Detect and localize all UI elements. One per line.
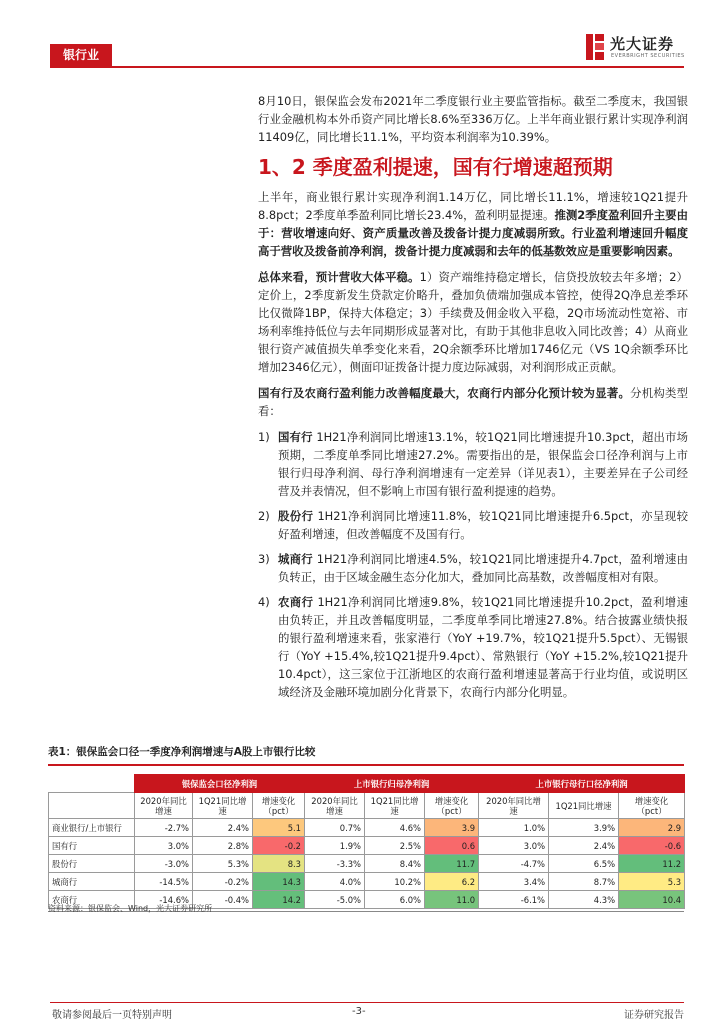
change-cell: 8.3 bbox=[253, 855, 305, 873]
logo-english: EVERBRIGHT SECURITIES bbox=[611, 53, 685, 59]
change-cell: 11.7 bbox=[425, 855, 479, 873]
table-cell: -5.0% bbox=[305, 891, 365, 909]
column-header: 2020年同比增速 bbox=[135, 793, 193, 819]
table-source: 资料来源：银保监会、Wind，光大证券研究所 bbox=[48, 904, 213, 913]
table-cell: 5.3% bbox=[193, 855, 253, 873]
table-row bbox=[49, 837, 685, 855]
table-cell: 0.7% bbox=[305, 819, 365, 837]
paragraph-revenue bbox=[258, 268, 688, 376]
list-item-label: 国有行 bbox=[278, 430, 313, 444]
list-item-label: 农商行 bbox=[278, 595, 314, 609]
table-row bbox=[49, 855, 685, 873]
change-cell: 11.2 bbox=[619, 855, 685, 873]
page-footer bbox=[0, 988, 724, 1024]
page-header bbox=[0, 0, 724, 72]
table-cell: 1.9% bbox=[305, 837, 365, 855]
report-type: 证券研究报告 bbox=[624, 1010, 684, 1021]
table-cell: 8.4% bbox=[365, 855, 425, 873]
list-item-text: 1H21净利润同比增速13.1%，较1Q21同比增速提升10.3pct，超出市场预期，二季度单季同比增速27.2%。需要指出的是，银保监会口径净利润与上市银行归母净利润、母行净利润增速有一定差异（详见表1），主要差异在子公司经营及并表情况，但不影响上市国有银行盈利提速的趋势。 bbox=[278, 430, 688, 498]
table-cell: 4.6% bbox=[365, 819, 425, 837]
change-cell: 0.6 bbox=[425, 837, 479, 855]
row-label: 城商行 bbox=[49, 873, 135, 891]
change-cell: 3.9 bbox=[425, 819, 479, 837]
sector-tag: 银行业 bbox=[50, 44, 112, 66]
change-cell: 14.2 bbox=[253, 891, 305, 909]
table-row bbox=[49, 819, 685, 837]
column-header: 增速变化（pct） bbox=[425, 793, 479, 819]
column-header: 2020年同比增速 bbox=[479, 793, 549, 819]
table-cell: -14.6% bbox=[135, 891, 193, 909]
paragraph-institutions-emphasis: 国有行及农商行盈利能力改善幅度最大，农商行内部分化预计较为显著。 bbox=[258, 386, 631, 400]
table-corner bbox=[49, 775, 135, 793]
group-header: 银保监会口径净利润 bbox=[135, 775, 305, 793]
page-number: -3- bbox=[352, 1006, 366, 1017]
list-item-text: 1H21净利润同比增速4.5%，较1Q21同比增速提升4.7pct，盈利增速由负转正，由于区域金融生态分化加大，叠加同比高基数，改善幅度相对有限。 bbox=[278, 552, 688, 584]
table-cell: 3.4% bbox=[479, 873, 549, 891]
table-cell: 8.7% bbox=[549, 873, 619, 891]
list-item bbox=[258, 550, 688, 586]
change-cell: 14.3 bbox=[253, 873, 305, 891]
table-cell: -6.1% bbox=[479, 891, 549, 909]
table-cell: -2.7% bbox=[135, 819, 193, 837]
table-group-header bbox=[49, 775, 685, 793]
logo-name: 光大证券 bbox=[610, 35, 675, 53]
change-cell: 10.4 bbox=[619, 891, 685, 909]
table-cell: 6.0% bbox=[365, 891, 425, 909]
change-cell: 5.1 bbox=[253, 819, 305, 837]
list-item bbox=[258, 428, 688, 500]
table-cell: 2.4% bbox=[193, 819, 253, 837]
change-cell: 5.3 bbox=[619, 873, 685, 891]
table-cell: -0.4% bbox=[193, 891, 253, 909]
column-header: 2020年同比增速 bbox=[305, 793, 365, 819]
table-title: 表1：银保监会口径一季度净利润增速与A股上市银行比较 bbox=[48, 746, 316, 758]
paragraph-profit-emphasis: 推测2季度盈利回升主要由于：营收增速向好、资产质量改善及拨备计提力度减弱所致。行业盈利增速回升幅度高于营收及拨备前净利润，拨备计提力度减弱和去年的低基数效应是重要影响因素。 bbox=[258, 208, 688, 258]
table-cell: 3.0% bbox=[479, 837, 549, 855]
table-cell: 3.0% bbox=[135, 837, 193, 855]
table-cell: 1.0% bbox=[479, 819, 549, 837]
table-body bbox=[49, 819, 685, 909]
paragraph-institutions-text: 分机构类型看： bbox=[258, 386, 688, 418]
paragraph-revenue-text: 1）资产端维持稳定增长，信贷投放较去年多增；2）定价上，2季度新发生贷款定价略升，叠加负债端加强成本管控，使得2Q净息差季环比仅微降1BP，保持大体稳定；3）手续费及佣金收入平稳，2Q市场流动性宽裕、市场利率维持低位与去年同期形成显著对比，有助于其他非息收入同比改善；4）从商业银行资产减值损失单季变化来看，2Q余额季环比增加1746亿元（VS 1Q余额季环比增加2346亿元），侧面印证拨备计提力度边际减弱，对利润形成正贡献。 bbox=[258, 270, 688, 374]
row-label: 商业银行/上市银行 bbox=[49, 819, 135, 837]
list-item-label: 股份行 bbox=[278, 509, 314, 523]
paragraph-profit-text: 上半年，商业银行累计实现净利润1.14万亿，同比增长11.1%，增速较1Q21提升8.8pct；2季度单季盈利同比增长23.4%，盈利明显提速。 bbox=[258, 190, 688, 222]
table-cell: -3.3% bbox=[305, 855, 365, 873]
table-cell: 2.5% bbox=[365, 837, 425, 855]
institution-list bbox=[258, 428, 688, 701]
list-item bbox=[258, 507, 688, 543]
row-label: 国有行 bbox=[49, 837, 135, 855]
list-number: 1) bbox=[258, 430, 270, 444]
table-cell: 4.3% bbox=[549, 891, 619, 909]
change-cell: 11.0 bbox=[425, 891, 479, 909]
list-item-text: 1H21净利润同比增速9.8%，较1Q21同比增速提升10.2pct，盈利增速由负转正，并且改善幅度明显，二季度单季同比增速27.8%。结合披露业绩快报的银行盈利增速来看，张家港行（YoY +19.7%，较1Q21提升5.5pct）、无锡银行（YoY +15.4%,较1Q21提升9.4pct）、常熟银行（YoY +15.2%,较1Q21提升10.4pct），这三家位于江浙地区的农商行盈利增速显著高于行业均值，或说明区域经济及金融环境加剧分化背景下，农商行内部分化明显。 bbox=[278, 595, 688, 699]
paragraph-profit bbox=[258, 188, 688, 260]
table-row bbox=[49, 873, 685, 891]
table-cell: -4.7% bbox=[479, 855, 549, 873]
table-top-rule bbox=[48, 764, 684, 766]
section-title: 1、2 季度盈利提速，国有行增速超预期 bbox=[258, 155, 613, 179]
list-item bbox=[258, 593, 688, 701]
header-rule bbox=[50, 66, 684, 68]
main-content bbox=[258, 92, 688, 708]
comparison-table bbox=[48, 774, 685, 909]
brand-logo bbox=[584, 32, 694, 64]
table-cell: 4.0% bbox=[305, 873, 365, 891]
table-cell: 3.9% bbox=[549, 819, 619, 837]
list-item-text: 1H21净利润同比增速11.8%，较1Q21同比增速提升6.5pct，亦呈现较好盈利增速，但改善幅度不及国有行。 bbox=[278, 509, 688, 541]
list-item-label: 城商行 bbox=[278, 552, 313, 566]
row-label: 股份行 bbox=[49, 855, 135, 873]
change-cell: 6.2 bbox=[425, 873, 479, 891]
table-cell: -0.2% bbox=[193, 873, 253, 891]
comparison-table-wrapper bbox=[48, 764, 684, 912]
list-number: 3) bbox=[258, 552, 270, 566]
table-cell: 6.5% bbox=[549, 855, 619, 873]
column-header: 增速变化（pct） bbox=[619, 793, 685, 819]
table-cell: 10.2% bbox=[365, 873, 425, 891]
disclaimer-note: 敬请参阅最后一页特别声明 bbox=[52, 1010, 172, 1021]
paragraph-institutions bbox=[258, 384, 688, 420]
intro-paragraph: 8月10日，银保监会发布2021年二季度银行业主要监管指标。截至二季度末，我国银行业金融机构本外币资产同比增长8.6%至336万亿。上半年商业银行累计实现净利润11409亿，同比增长11.1%，平均资本利润率为10.39%。 bbox=[258, 94, 688, 144]
change-cell: -0.2 bbox=[253, 837, 305, 855]
change-cell: 2.9 bbox=[619, 819, 685, 837]
table-cell: -3.0% bbox=[135, 855, 193, 873]
list-number: 4) bbox=[258, 595, 270, 609]
table-cell: 2.8% bbox=[193, 837, 253, 855]
row-label: 农商行 bbox=[49, 891, 135, 909]
change-cell: -0.6 bbox=[619, 837, 685, 855]
column-header: 1Q21同比增速 bbox=[549, 793, 619, 819]
group-header: 上市银行归母净利润 bbox=[305, 775, 479, 793]
group-header: 上市银行母行口径净利润 bbox=[479, 775, 685, 793]
table-subheader bbox=[49, 793, 685, 819]
table-cell: 2.4% bbox=[549, 837, 619, 855]
table-corner bbox=[49, 793, 135, 819]
column-header: 增速变化（pct） bbox=[253, 793, 305, 819]
column-header: 1Q21同比增速 bbox=[193, 793, 253, 819]
paragraph-revenue-emphasis: 总体来看，预计营收大体平稳。 bbox=[258, 270, 420, 284]
column-header: 1Q21同比增速 bbox=[365, 793, 425, 819]
list-number: 2) bbox=[258, 509, 270, 523]
footer-rule bbox=[50, 1002, 684, 1003]
table-cell: -14.5% bbox=[135, 873, 193, 891]
logo-mark-icon bbox=[584, 32, 606, 62]
